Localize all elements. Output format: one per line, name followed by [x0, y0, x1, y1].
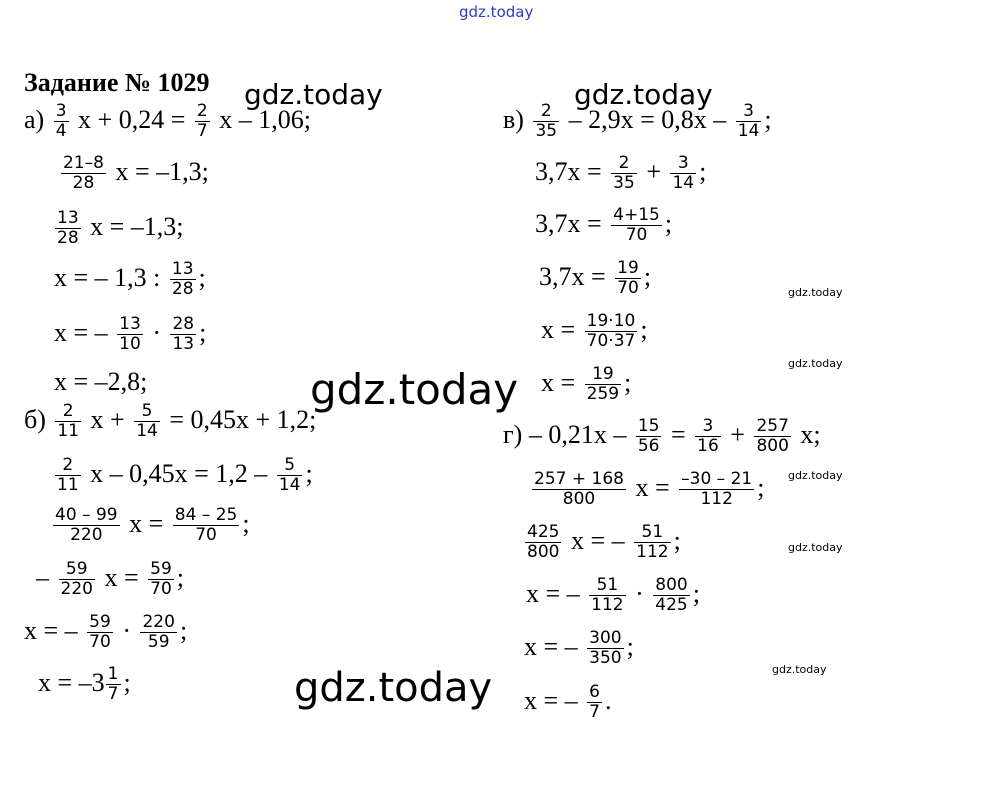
fraction: $\frac{13}{10}$ [119, 314, 141, 355]
fraction: $\frac{257 + 168}{800}$ [534, 469, 624, 510]
expr-text: ; [640, 314, 648, 344]
expr-text: 3,7x = [535, 156, 602, 186]
part-v-line-4 [539, 260, 651, 298]
expr-text: x = – [524, 685, 578, 715]
expr-text: x = –3 [38, 667, 105, 697]
fraction: $\frac{84 - 25}{70}$ [174, 505, 238, 546]
part-g-label: г) [503, 419, 523, 449]
part-g-line-6 [524, 684, 612, 722]
expr-text: x = – [24, 615, 78, 645]
expr-text: x = [635, 472, 670, 502]
part-b-label: б) [24, 404, 46, 434]
expr-text: ; [242, 508, 250, 538]
fraction: $\frac{2}{35}$ [613, 153, 635, 194]
expr-text: ; [664, 208, 673, 238]
fraction: $\frac{13}{28}$ [57, 208, 79, 249]
part-a-line-3 [52, 210, 184, 248]
fraction: $\frac{300}{350}$ [589, 628, 622, 669]
expr-text: · [122, 615, 131, 645]
fraction: $\frac{3}{16}$ [697, 416, 719, 457]
expr-text: x = [104, 562, 139, 592]
fraction: $\frac{28}{13}$ [172, 314, 195, 355]
expr-text: · [152, 317, 161, 347]
part-a-label: а) [24, 104, 45, 134]
expr-text: – 2,9x = 0,8x – [568, 104, 727, 134]
part-a-line-5 [54, 316, 206, 354]
expr-text: x; [800, 419, 821, 449]
watermark-top: gdz.today [459, 3, 534, 21]
fraction: $\frac{3}{14}$ [737, 101, 760, 142]
expr-text: – [36, 562, 49, 592]
fraction: $\frac{51}{112}$ [591, 575, 624, 616]
watermark-right: gdz.today [574, 78, 713, 111]
expr-text: · [635, 578, 644, 608]
part-g-line-5 [524, 630, 634, 668]
watermark-bottom: gdz.today [294, 665, 493, 711]
fraction: $\frac{2}{11}$ [57, 455, 79, 496]
fraction: $\frac{19}{70}$ [617, 258, 639, 299]
part-v-line-5 [541, 313, 648, 351]
fraction: $\frac{220}{59}$ [142, 612, 175, 653]
expr-text: ; [176, 562, 184, 592]
expr-text: 3,7x = [535, 208, 602, 238]
part-b-line-5 [24, 614, 187, 652]
expr-text: x – 1,06; [219, 104, 311, 134]
fraction: $\frac{2}{35}$ [535, 101, 558, 142]
part-v-label: в) [503, 104, 524, 134]
part-g-line-2 [529, 471, 764, 509]
expr-text: x = [541, 314, 576, 344]
part-b-line-4 [36, 561, 184, 599]
part-b-line-6 [38, 666, 131, 704]
expr-text: x = –2,8; [54, 367, 148, 396]
fraction: $\frac{3}{14}$ [672, 153, 695, 194]
part-v-line-6 [541, 366, 631, 404]
expr-text: x + 0,24 = [78, 104, 186, 134]
expr-text: ; [757, 472, 765, 502]
expr-text: + [730, 419, 745, 449]
part-a-line-6 [54, 369, 147, 395]
fraction: $\frac{19\cdot 10}{70\cdot 37}$ [586, 311, 636, 352]
part-v-line-1 [503, 103, 772, 141]
part-g-line-4 [526, 577, 700, 615]
watermark-center: gdz.today [310, 365, 519, 414]
fraction: $\frac{5}{14}$ [278, 455, 301, 496]
part-b-line-1 [24, 403, 316, 441]
expr-text: = [670, 419, 686, 449]
part-b-line-3 [50, 507, 250, 545]
fraction: $\frac{2}{11}$ [57, 401, 80, 442]
part-a-line-1 [24, 103, 311, 141]
fraction: $\frac{4+15}{70}$ [613, 205, 660, 246]
expr-text: ; [179, 615, 188, 645]
fraction: $\frac{13}{28}$ [171, 259, 194, 300]
fraction: $\frac{5}{14}$ [136, 401, 158, 442]
fraction: $\frac{800}{425}$ [655, 575, 688, 616]
watermark-small: gdz.today [788, 541, 843, 554]
expr-text: x = –1,3; [90, 211, 184, 241]
expr-text: ; [764, 104, 772, 134]
expr-text: . [605, 685, 612, 715]
task-title: Задание № 1029 [24, 68, 210, 97]
watermark-small: gdz.today [788, 469, 843, 482]
part-g-line-3 [522, 524, 681, 562]
expr-text: ; [699, 156, 707, 186]
expr-text: x = –1,3; [115, 156, 209, 186]
expr-text: ; [199, 317, 207, 347]
fraction: $\frac{15}{56}$ [637, 416, 660, 457]
expr-text: x = [129, 508, 164, 538]
fraction: $\frac{59}{220}$ [60, 559, 93, 600]
expr-text: x = – 1,3 : [54, 262, 161, 292]
fraction: $\frac{-30 - 21}{112}$ [681, 469, 753, 510]
expr-text: 3,7x = [539, 261, 606, 291]
expr-text: ; [305, 458, 313, 488]
fraction: $\frac{59}{70}$ [89, 612, 111, 653]
fraction: $\frac{51}{112}$ [636, 522, 669, 563]
expr-text: ; [198, 262, 206, 292]
expr-text: = 0,45x + 1,2; [169, 404, 317, 434]
expr-text: x = – [526, 578, 580, 608]
expr-text: + [646, 156, 661, 186]
expr-text: ; [626, 631, 634, 661]
fraction: $\frac{59}{70}$ [150, 559, 172, 600]
watermark-left: gdz.today [244, 78, 383, 111]
expr-text: ; [643, 261, 652, 291]
expr-text: ; [673, 525, 681, 555]
part-a-line-4 [54, 261, 206, 299]
fraction: $\frac{6}{7}$ [589, 682, 600, 723]
fraction: $\frac{19}{259}$ [586, 364, 620, 405]
fraction: $\frac{425}{800}$ [527, 522, 560, 563]
fraction: $\frac{257}{800}$ [756, 416, 789, 457]
part-b-line-2 [52, 457, 313, 495]
expr-text: ; [123, 667, 131, 697]
fraction: $\frac{3}{4}$ [55, 101, 67, 142]
fraction: $\frac{40 - 99}{220}$ [55, 505, 118, 546]
expr-text: x – 0,45x = 1,2 – [90, 458, 268, 488]
fraction: $\frac{2}{7}$ [196, 101, 208, 142]
expr-text: ; [624, 367, 632, 397]
watermark-small: gdz.today [772, 663, 827, 676]
expr-text: x = [541, 367, 576, 397]
expr-text: x = – [524, 631, 578, 661]
expr-text: x = – [570, 525, 625, 555]
expr-text: – 0,21x – [528, 419, 627, 449]
expr-text: ; [692, 578, 700, 608]
part-v-line-3 [535, 207, 672, 245]
part-v-line-2 [535, 155, 706, 193]
fraction: $\frac{1}{7}$ [107, 664, 119, 705]
part-a-line-2 [58, 155, 209, 193]
fraction: $\frac{21-8}{28}$ [63, 153, 104, 194]
watermark-small: gdz.today [788, 357, 843, 370]
expr-text: x + [90, 404, 125, 434]
part-g-line-1 [503, 418, 821, 456]
expr-text: x = – [54, 317, 108, 347]
watermark-small: gdz.today [788, 286, 843, 299]
